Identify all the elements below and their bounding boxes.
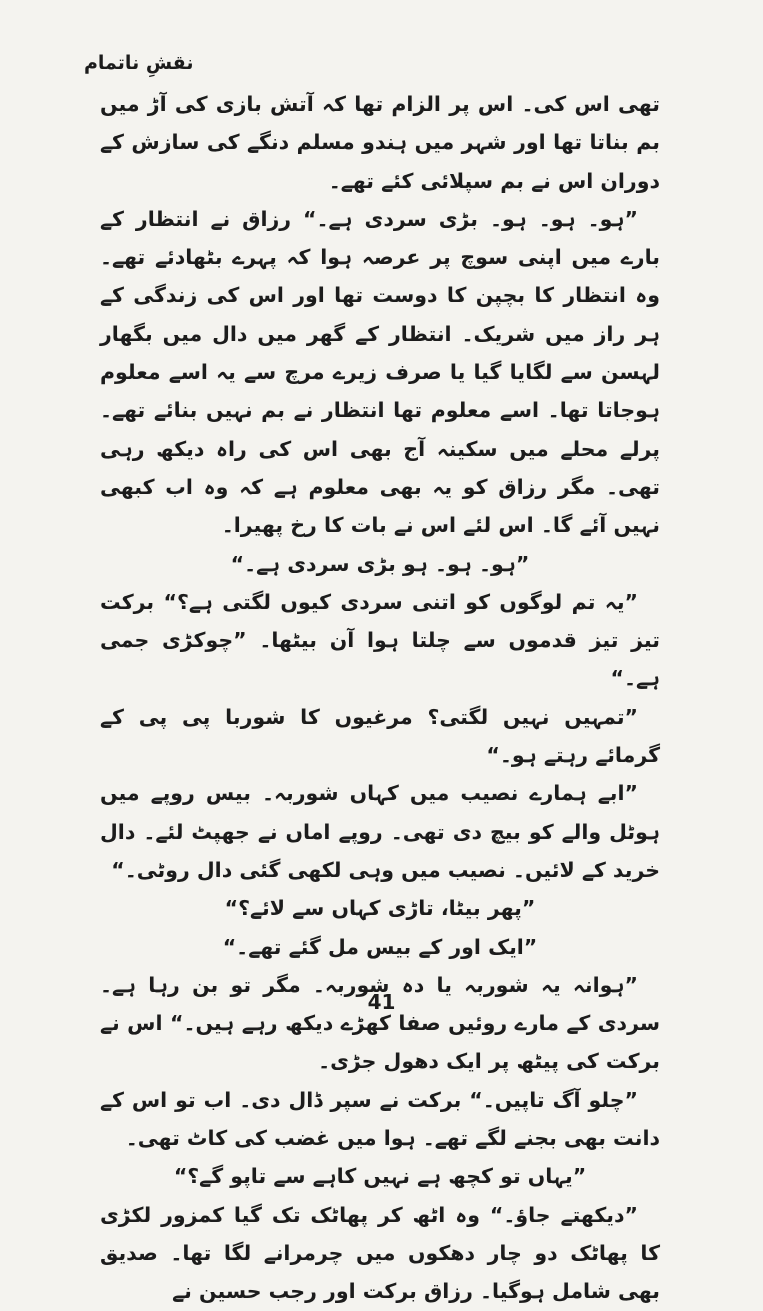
- paragraph: ”تمہیں نہیں لگتی؟ مرغیوں کا شوربا پی پی کے گرمائے رہتے ہو۔“: [100, 704, 660, 768]
- dialogue-line: ”ہو۔ ہو۔ ہو بڑی سردی ہے۔“: [230, 551, 530, 576]
- paragraph: تھی اس کی۔ اس پر الزام تھا کہ آتش بازی کی آڑ میں بم بناتا تھا اور شہر میں ہندو مسلم دنگے کی سازش کے دوران اس نے بم سپلائی کئے تھے۔: [100, 92, 660, 193]
- dialogue-line: ”پھر بیٹا، تاڑی کہاں سے لائے؟“: [224, 896, 536, 921]
- paragraph: ”دیکھتے جاؤ۔“ وہ اٹھ کر پھاٹک تک گیا کمزور لکڑی کا پھاٹک دو چار دھکوں میں چرمرانے لگا تھا۔ صدیق بھی شامل ہوگیا۔ رزاق برکت اور رجب حسین نے: [100, 1202, 660, 1304]
- paragraph: ”ہوانہ یہ شوربہ یا دہ شوربہ۔ مگر تو بن رہا ہے۔ سردی کے مارے روئیں صفا کھڑے دیکھ رہے ہیں۔“ اس نے برکت کی پیٹھ پر ایک دھول جڑی۔: [100, 972, 660, 1074]
- paragraph: ”یہ تم لوگوں کو اتنی سردی کیوں لگتی ہے؟“ برکت تیز تیز قدموں سے چلتا ہوا آن بیٹھا۔ ”چوکڑی جمی ہے۔“: [100, 589, 660, 691]
- running-header: نقشِ ناتمام: [84, 52, 194, 74]
- body-text: [100, 85, 660, 1311]
- dialogue-line: ”ایک اور کے بیس مل گئے تھے۔“: [222, 934, 538, 959]
- paragraph: ”چلو آگ تاپیں۔“ برکت نے سپر ڈال دی۔ اب تو اس کے دانت بھی بجنے لگے تھے۔ ہوا میں غضب کی کاٹ تھی۔: [100, 1087, 660, 1151]
- paragraph: ”ہو۔ ہو۔ ہو۔ بڑی سردی ہے۔“ رزاق نے انتظار کے بارے میں اپنی سوچ پر عرصہ ہوا کہ پہرے بٹھادئے تھے۔ وہ انتظار کا بچپن کا دوست تھا اور اس کی زندگی کے ہر راز میں شریک۔ انتظار کے گھر میں دال میں بگھار لہسن سے لگایا گیا یا صرف زیرے مرچ سے یہ اسے معلوم ہوجاتا تھا۔ اسے معلوم تھا انتظار نے بم نہیں بنائے تھے۔ پرلے محلے میں سکینہ آج بھی اس کی راہ دیکھ رہی تھی۔ مگر رزاق کو یہ بھی معلوم ہے کہ وہ اب کبھی نہیں آئے گا۔ اس لئے اس نے بات کا رخ پھیرا۔: [100, 206, 660, 538]
- page-number: 41: [367, 990, 396, 1014]
- dialogue-line: ”یہاں تو کچھ ہے نہیں کاہے سے تاپو گے؟“: [173, 1164, 587, 1189]
- paragraph: ”ابے ہمارے نصیب میں کہاں شوربہ۔ بیس روپے میں ہوٹل والے کو بیچ دی تھی۔ روپے اماں نے جھپٹ لئے۔ دال خرید کے لائیں۔ نصیب میں وہی لکھی گئی دال روٹی۔“: [100, 781, 660, 882]
